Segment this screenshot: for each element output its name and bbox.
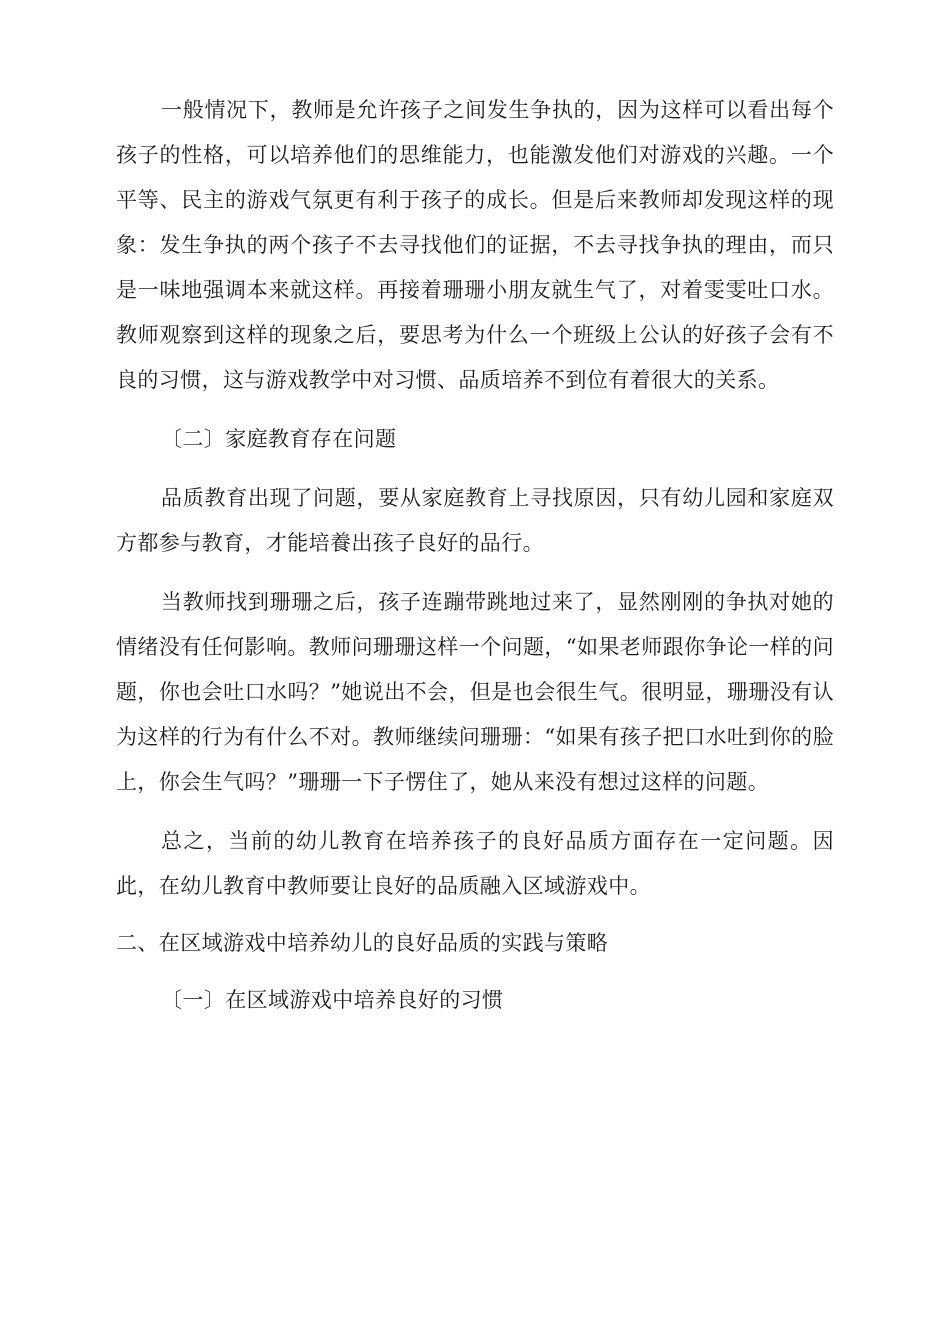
subheading-family-education: 〔二〕家庭教育存在问题 xyxy=(161,427,397,451)
paragraph-conclusion: 总之，当前的幼儿教育在培养孩子的良好品质方面存在一定问题。因此，在幼儿教育中教师要让良好的品质融入区域游戏中。 xyxy=(116,829,834,898)
section-heading-practice-strategy: 二、在区域游戏中培养幼儿的良好品质的实践与策略 xyxy=(116,931,609,955)
paragraph-quality-education: 品质教育出现了问题，要从家庭教育上寻找原因，只有幼儿园和家庭双方都参与教育，才能培養出孩子良好的品行。 xyxy=(116,486,834,555)
paragraph-teacher-dialogue: 当教师找到珊珊之后，孩子连蹦带跳地过来了，显然刚刚的争执对她的情绪没有任何影响。教师问珊珊这样一个问题，“如果老师跟你争论一样的问题，你也会吐口水吗？”她说出不会，但是也会很生气。很明显，珊珊没有认为这样的行为有什么不对。教师继续问珊珊：“如果有孩子把口水吐到你的脸上，你会生气吗？”珊珊一下子愣住了，她从来没有想过这样的问题。 xyxy=(116,590,834,794)
subheading-good-habits: 〔一〕在区域游戏中培养良好的习惯 xyxy=(161,988,504,1012)
paragraph-teacher-observation: 一般情况下，教师是允许孩子之间发生争执的，因为这样可以看出每个孩子的性格，可以培养他们的思维能力，也能激发他们对游戏的兴趣。一个平等、民主的游戏气氛更有利于孩子的成长。但是后来教师却发现这样的现象：发生争执的两个孩子不去寻找他们的证据，不去寻找争执的理由，而只是一味地强调本来就这样。再接着珊珊小朋友就生气了，对着雯雯吐口水。教师观察到这样的现象之后，要思考为什么一个班级上公认的好孩子会有不良的习惯，这与游戏教学中对习惯、品质培养不到位有着很大的关系。 xyxy=(116,98,834,392)
document-body xyxy=(116,88,834,1023)
